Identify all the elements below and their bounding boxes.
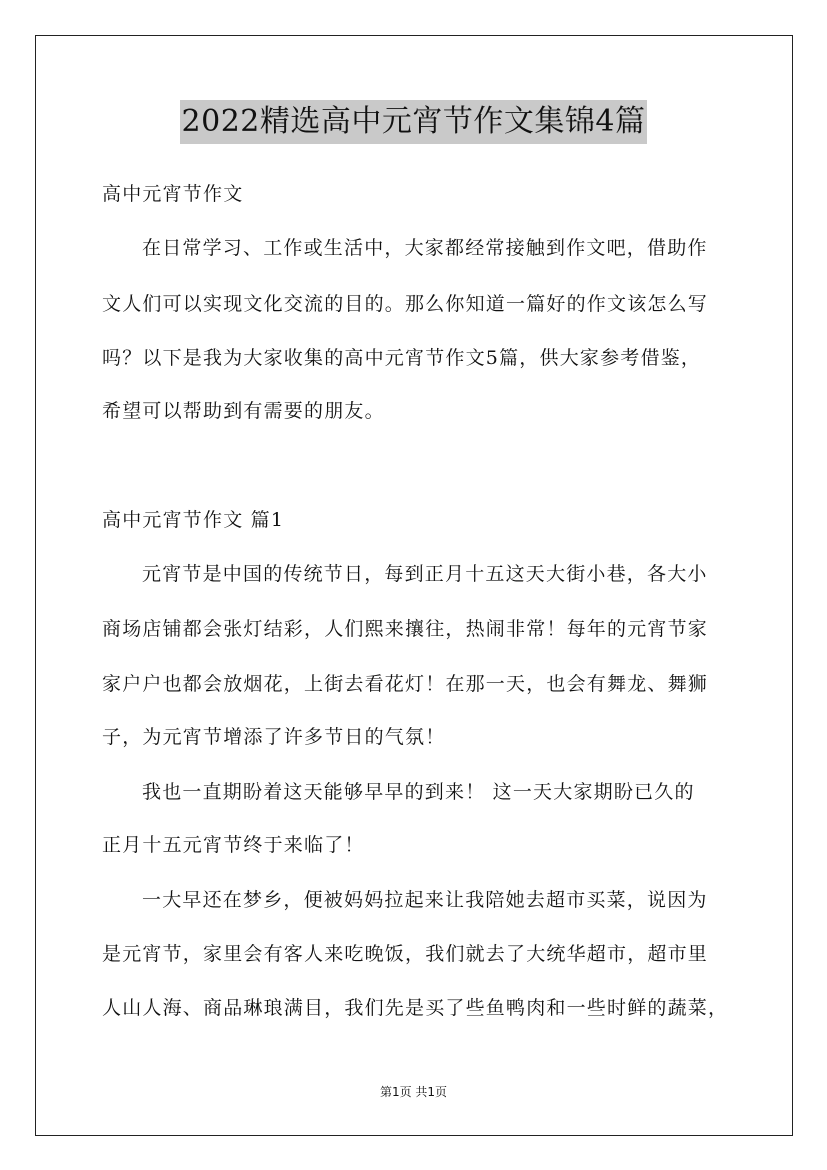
intro-line: 文人们可以实现文化交流的目的。那么你知道一篇好的作文该怎么写 (102, 293, 709, 315)
para2-line: 我也一直期盼着这天能够早早的到来！ 这一天大家期盼已久的 (142, 781, 695, 803)
intro-line: 希望可以帮助到有需要的朋友。 (102, 400, 385, 422)
para3-line: 是元宵节，家里会有客人来吃晚饭，我们就去了大统华超市，超市里 (102, 943, 709, 965)
intro-line: 在日常学习、工作或生活中，大家都经常接触到作文吧，借助作 (142, 237, 708, 259)
section-heading: 高中元宵节作文 (102, 183, 244, 205)
para1-line: 家户户也都会放烟花，上街去看花灯！在那一天，也会有舞龙、舞狮 (102, 673, 709, 695)
intro-line: 吗？以下是我为大家收集的高中元宵节作文5篇，供大家参考借鉴， (102, 347, 702, 369)
para1-line: 元宵节是中国的传统节日，每到正月十五这天大街小巷，各大小 (142, 563, 708, 585)
page-number: 第1页 共1页 (379, 1085, 448, 1099)
document-title: 2022精选高中元宵节作文集锦4篇 (180, 100, 648, 144)
title-container (0, 100, 827, 144)
para1-line: 子，为元宵节增添了许多节日的气氛！ (102, 726, 446, 748)
para3-line: 一大早还在梦乡，便被妈妈拉起来让我陪她去超市买菜，说因为 (142, 889, 708, 911)
para3-line: 人山人海、商品琳琅满目，我们先是买了些鱼鸭肉和一些时鲜的蔬菜， (102, 997, 729, 1019)
essay-heading: 高中元宵节作文 篇1 (102, 509, 285, 531)
para1-line: 商场店铺都会张灯结彩，人们熙来攘往，热闹非常！每年的元宵节家 (102, 618, 709, 640)
para2-line: 正月十五元宵节终于来临了！ (102, 834, 365, 856)
